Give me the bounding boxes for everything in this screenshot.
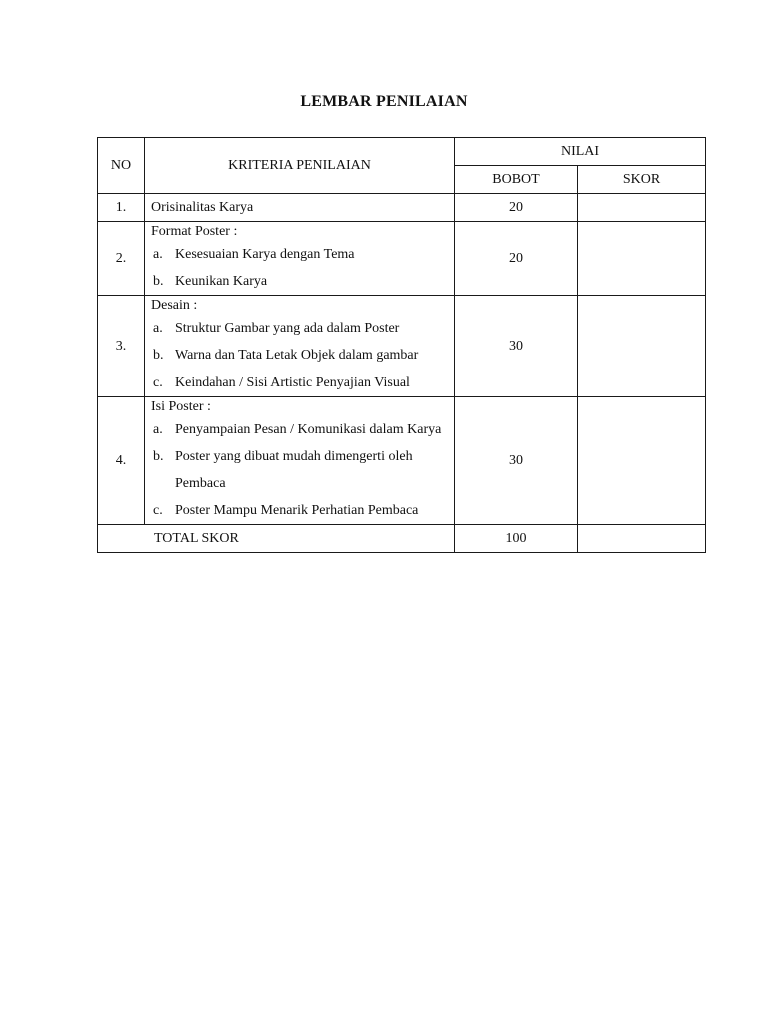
criteria-item bbox=[151, 416, 448, 443]
criteria-item-marker: a. bbox=[153, 321, 163, 336]
header-bobot: BOBOT bbox=[455, 166, 578, 194]
total-row bbox=[98, 525, 706, 553]
criteria-list bbox=[151, 416, 448, 524]
skor-value bbox=[578, 222, 706, 296]
criteria-item-text: Warna dan Tata Letak Objek dalam gambar bbox=[175, 348, 419, 363]
criteria-item bbox=[151, 369, 448, 396]
row-number: 4. bbox=[98, 397, 145, 525]
criteria-item bbox=[151, 443, 448, 497]
criteria-item-text: Poster Mampu Menarik Perhatian Pembaca bbox=[175, 503, 419, 518]
criteria-cell bbox=[145, 296, 455, 397]
table-row bbox=[98, 222, 706, 296]
criteria-item bbox=[151, 268, 448, 295]
criteria-item-text: Poster yang dibuat mudah dimengerti oleh Pembaca bbox=[175, 449, 413, 491]
criteria-cell bbox=[145, 222, 455, 296]
header-nilai: NILAI bbox=[455, 138, 706, 166]
total-bobot: 100 bbox=[455, 525, 578, 553]
criteria-item bbox=[151, 342, 448, 369]
table-row bbox=[98, 296, 706, 397]
header-kriteria: KRITERIA PENILAIAN bbox=[145, 138, 455, 194]
row-number: 3. bbox=[98, 296, 145, 397]
criteria-item-text: Kesesuaian Karya dengan Tema bbox=[175, 247, 355, 262]
criteria-title: Format Poster : bbox=[151, 224, 238, 239]
criteria-item-marker: c. bbox=[153, 503, 163, 518]
bobot-value: 20 bbox=[455, 194, 578, 222]
criteria-item bbox=[151, 315, 448, 342]
table-row bbox=[98, 397, 706, 525]
header-row bbox=[98, 138, 706, 166]
bobot-value: 30 bbox=[455, 296, 578, 397]
assessment-table bbox=[97, 137, 706, 553]
criteria-item bbox=[151, 497, 448, 524]
criteria-cell: Orisinalitas Karya bbox=[145, 194, 455, 222]
criteria-cell bbox=[145, 397, 455, 525]
total-skor bbox=[578, 525, 706, 553]
bobot-value: 20 bbox=[455, 222, 578, 296]
criteria-list bbox=[151, 315, 448, 396]
criteria-item-marker: b. bbox=[153, 348, 164, 363]
criteria-item-marker: a. bbox=[153, 247, 163, 262]
criteria-item-marker: b. bbox=[153, 274, 164, 289]
criteria-list bbox=[151, 241, 448, 295]
row-number: 1. bbox=[98, 194, 145, 222]
skor-value bbox=[578, 296, 706, 397]
total-label: TOTAL SKOR bbox=[98, 525, 455, 553]
criteria-item-marker: b. bbox=[153, 449, 164, 464]
criteria-title: Desain : bbox=[151, 298, 198, 313]
bobot-value: 30 bbox=[455, 397, 578, 525]
criteria-item bbox=[151, 241, 448, 268]
page-title: LEMBAR PENILAIAN bbox=[300, 93, 468, 110]
skor-value bbox=[578, 397, 706, 525]
table-row bbox=[98, 194, 706, 222]
header-no: NO bbox=[98, 138, 145, 194]
criteria-item-marker: c. bbox=[153, 375, 163, 390]
criteria-title: Isi Poster : bbox=[151, 399, 211, 414]
criteria-item-text: Struktur Gambar yang ada dalam Poster bbox=[175, 321, 400, 336]
row-number: 2. bbox=[98, 222, 145, 296]
criteria-item-text: Keunikan Karya bbox=[175, 274, 268, 289]
skor-value bbox=[578, 194, 706, 222]
criteria-item-marker: a. bbox=[153, 422, 163, 437]
header-skor: SKOR bbox=[578, 166, 706, 194]
criteria-item-text: Keindahan / Sisi Artistic Penyajian Visual bbox=[175, 375, 410, 390]
criteria-item-text: Penyampaian Pesan / Komunikasi dalam Karya bbox=[175, 422, 442, 437]
